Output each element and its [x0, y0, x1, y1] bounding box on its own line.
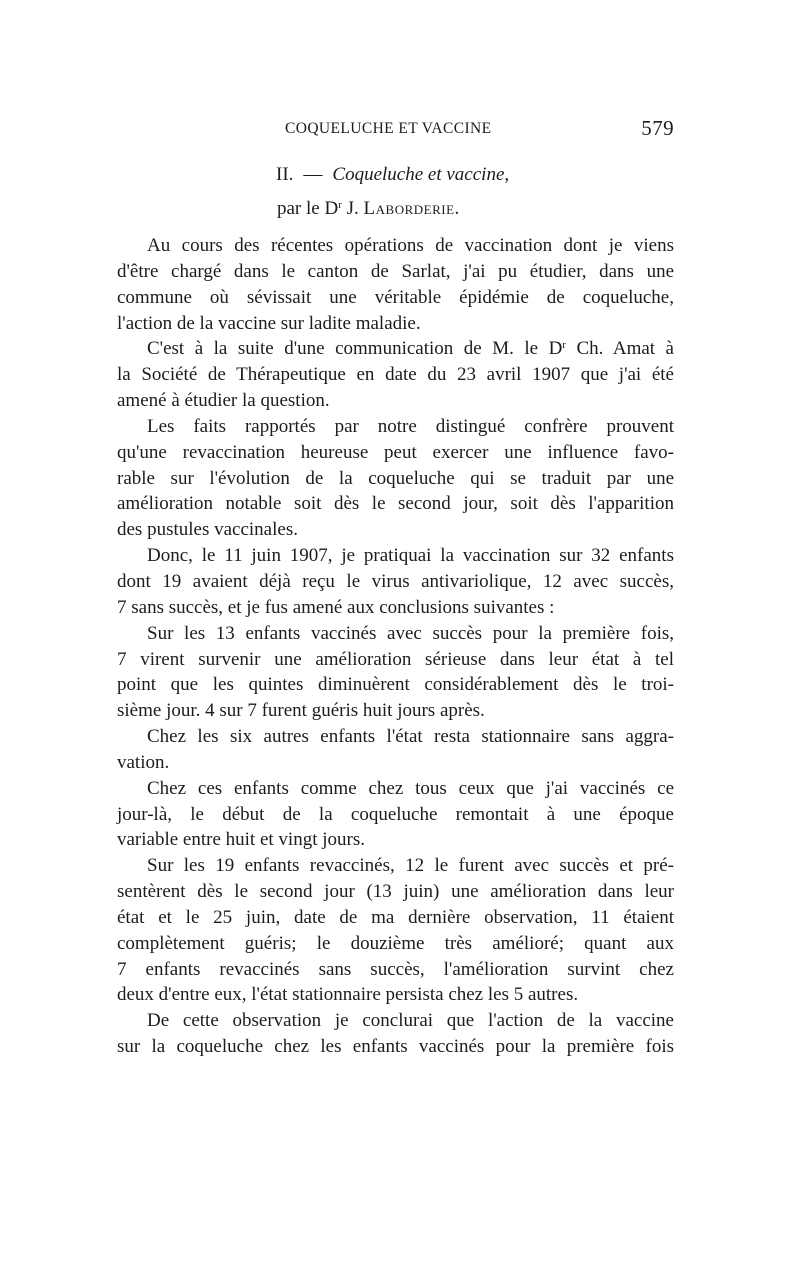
text-line: dont 19 avaient déjà reçu le virus antivariolique, 12 avec succès, — [117, 570, 674, 592]
text-line: Donc, le 11 juin 1907, je pratiquai la vaccination sur 32 enfants — [147, 545, 674, 567]
text-line: Chez ces enfants comme chez tous ceux que j'ai vaccinés ce — [147, 777, 674, 799]
paragraph — [117, 621, 674, 724]
running-title: COQUELUCHE ET VACCINE — [285, 120, 492, 137]
text-line: qu'une revaccination heureuse peut exercer une influence favo- — [117, 441, 674, 463]
text-line: amélioration notable soit dès le second jour, soit dès l'apparition — [117, 493, 674, 515]
section-heading — [276, 164, 509, 186]
section-dash: — — [303, 164, 323, 185]
text-line: l'action de la vaccine sur ladite maladie. — [117, 312, 421, 334]
text-line: d'être chargé dans le canton de Sarlat, j'ai pu étudier, dans une — [117, 260, 674, 282]
text-line: deux d'entre eux, l'état stationnaire persista chez les 5 autres. — [117, 984, 579, 1006]
page-number: 579 — [641, 116, 674, 140]
text-line: Les faits rapportés par notre distingué confrère prouvent — [147, 415, 674, 437]
author-initial: J. — [346, 198, 359, 219]
text-line: 7 virent survenir une amélioration sérieuse dans leur état à tel — [117, 648, 674, 670]
section-title: Coqueluche et vaccine, — [332, 164, 510, 185]
section-number: II. — [276, 164, 294, 185]
text-line: C'est à la suite d'une communication de M. le $D^r$ Ch. Amat à — [147, 338, 674, 360]
body-text — [117, 233, 674, 1060]
text-line: rable sur l'évolution de la coqueluche qui se traduit par une — [117, 467, 674, 489]
paragraph — [117, 233, 674, 336]
text-line: des pustules vaccinales. — [117, 519, 298, 541]
text-line: variable entre huit et vingt jours. — [117, 829, 365, 851]
text-line: point que les quintes diminuèrent considérablement dès le troi- — [117, 674, 674, 696]
text-line: complètement guéris; le douzième très amélioré; quant aux — [117, 932, 674, 954]
author-byline — [277, 198, 460, 220]
running-head — [117, 118, 674, 142]
paragraph — [117, 414, 674, 543]
byline-prefix: par le D — [277, 198, 339, 219]
paragraph — [117, 724, 674, 776]
paragraph — [117, 1008, 674, 1060]
text-line: 7 enfants revaccinés sans succès, l'amélioration survint chez — [117, 958, 674, 980]
text-line: état et le 25 juin, date de ma dernière observation, 11 étaient — [117, 906, 674, 928]
paragraph — [117, 543, 674, 621]
text-line: De cette observation je conclurai que l'action de la vaccine — [147, 1010, 674, 1032]
text-line: jour-là, le début de la coqueluche remontait à une époque — [117, 803, 674, 825]
text-line: Chez les six autres enfants l'état resta stationnaire sans aggra- — [147, 726, 674, 748]
byline-superscript: r — [338, 199, 342, 211]
paragraph — [117, 776, 674, 854]
text-line: sième jour. 4 sur 7 furent guéris huit jours après. — [117, 700, 485, 722]
text-line: la Société de Thérapeutique en date du 23 avril 1907 que j'ai été — [117, 364, 674, 386]
paragraph — [117, 336, 674, 414]
text-line: 7 sans succès, et je fus amené aux conclusions suivantes : — [117, 596, 555, 618]
text-line: amené à étudier la question. — [117, 390, 330, 412]
text-line: commune où sévissait une véritable épidémie de coqueluche, — [117, 286, 674, 308]
paragraph — [117, 853, 674, 1008]
text-line: sur la coqueluche chez les enfants vaccinés pour la première fois — [117, 1036, 674, 1058]
author-name: Laborderie. — [363, 198, 460, 219]
text-line: Sur les 13 enfants vaccinés avec succès pour la première fois, — [147, 622, 674, 644]
text-line: sentèrent dès le second jour (13 juin) une amélioration dans leur — [117, 881, 674, 903]
text-line: Au cours des récentes opérations de vaccination dont je viens — [147, 235, 674, 256]
text-line: Sur les 19 enfants revaccinés, 12 le furent avec succès et pré- — [147, 855, 674, 877]
text-line: vation. — [117, 751, 170, 773]
